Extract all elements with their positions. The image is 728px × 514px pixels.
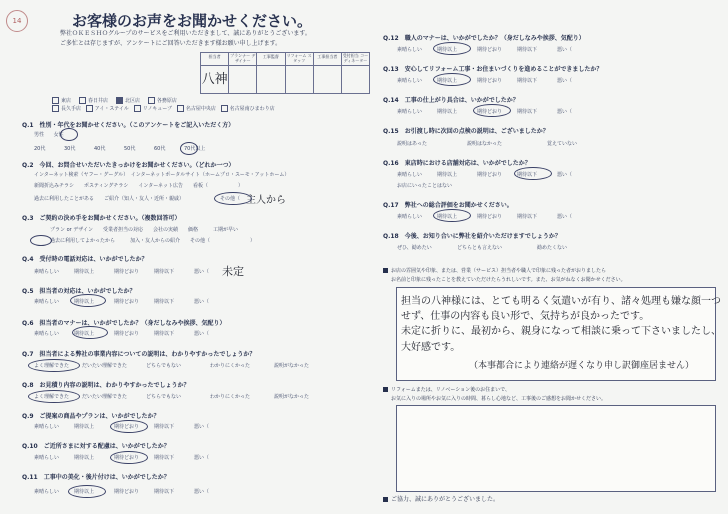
scale-option[interactable]: 悪い（ [557, 214, 573, 220]
scale-option[interactable]: 期待どおり [477, 214, 503, 220]
q11-label: Q.11 工事中の美化・後片付けは、いかがでしたか？ [22, 474, 170, 481]
selected-circle [60, 128, 78, 141]
age-option[interactable]: 50代 [124, 146, 136, 152]
comment2-label-2: お気に入りの場所やお気に入りの時間、暮らし心地など、工事後のご感想をお聞かせください。 [391, 396, 607, 402]
handwritten-q2-other: 主人から [246, 195, 286, 206]
selected-circle [180, 142, 198, 155]
understanding-option[interactable]: だいたい理解できた [82, 363, 128, 369]
scale-option[interactable]: 悪い（ [557, 109, 573, 115]
q3-option-line-1[interactable]: プラン or デザイン 受業者担当の対応 会社の実績 価格 工期が早い [50, 227, 238, 233]
scale-option[interactable]: 期待以上 [74, 455, 95, 461]
scale-option[interactable]: 期待以下 [154, 331, 175, 337]
q2-label: Q.2 今回、お問合せいただいたきっかけをお聞かせください。（どれか一つ） [22, 162, 235, 169]
scale-option[interactable]: 悪い（ [194, 299, 210, 305]
q6-label: Q.6 担当者のマナーは、いかがでしたか？（身だしなみや挨拶、気配り） [22, 320, 226, 327]
store-checkbox[interactable]: 長久手店 [52, 106, 81, 112]
comment1-line: （本事都合により連絡が遅くなり申し訳御座居ません） [469, 361, 695, 371]
staff-header: 担当者 [201, 53, 229, 65]
scale-option[interactable]: 悪い（ [194, 424, 210, 430]
selected-circle [110, 420, 148, 433]
scale-option[interactable]: 期待以下 [154, 455, 175, 461]
explain-option[interactable]: 説明はあった [397, 141, 427, 147]
store-checkbox[interactable]: アイ・ステイル [86, 106, 129, 112]
scale-option[interactable]: 悪い（ [557, 78, 573, 84]
comment1-label-2: お名前と印象に残ったことを教えていただけたらうれしいです。また、お気がねなくお聞かせください。 [391, 277, 626, 283]
q10-label: Q.10 ご近所さまに対する配慮は、いかがでしたか？ [22, 443, 170, 450]
q7-label: Q.7 担当者による弊社の事業内容についての説明は、わかりやすかったでしょうか？ [22, 351, 256, 358]
q12-label: Q.12 職人のマナーは、いかがでしたか？（身だしなみや挨拶、気配り） [383, 35, 585, 42]
scale-option[interactable]: 悪い（ [557, 47, 573, 53]
store-row-2 [52, 105, 275, 112]
bullet-icon [383, 268, 388, 273]
q18-options [397, 244, 567, 251]
selected-circle [68, 485, 106, 498]
page-number-badge [6, 10, 28, 32]
store-checkbox[interactable]: 名古屋南ひまわり店 [221, 106, 275, 112]
recommend-option[interactable]: ぜひ、勧めたい [397, 245, 432, 251]
explain-option[interactable]: 説明はなかった [467, 141, 503, 147]
scale-option[interactable]: 期待以上 [437, 109, 458, 115]
scale-option[interactable]: 悪い（ [194, 455, 210, 461]
recommend-option[interactable]: どちらとも言えない [457, 245, 503, 251]
scale-option[interactable]: 期待以下 [517, 47, 538, 53]
selected-circle [214, 192, 252, 205]
store-checkbox[interactable]: 名古屋中央店 [177, 106, 216, 112]
scale-option[interactable]: 期待以上 [437, 214, 458, 220]
scale-option[interactable]: 期待以上 [437, 47, 458, 53]
scale-option[interactable]: 悪い（ [557, 172, 573, 178]
scale-option[interactable]: 素晴らしい [397, 47, 423, 53]
q14-label: Q.14 工事の仕上がり具合は、いかがでしたか？ [383, 97, 519, 104]
scale-option[interactable]: 期待以下 [154, 424, 175, 430]
selected-circle [433, 73, 471, 86]
scale-option[interactable]: 素晴らしい [397, 78, 423, 84]
store-checkbox[interactable]: リノキューブ [134, 106, 172, 112]
scale-option[interactable]: 素晴らしい [397, 109, 423, 115]
store-checkbox[interactable]: 各務原店 [148, 98, 177, 104]
page-title: お客様のお声をお聞かせください。 [72, 12, 313, 30]
page-number: 14 [12, 17, 22, 25]
q11-scale [34, 488, 209, 495]
scale-option[interactable]: 期待以上 [74, 299, 95, 305]
understanding-option[interactable]: わかりにくかった [210, 363, 251, 369]
scale-option[interactable]: 悪い（ [194, 269, 210, 275]
q15-options [397, 140, 577, 147]
q17-scale [397, 213, 572, 220]
staff-cell [314, 66, 342, 93]
store-checkbox[interactable]: 北区店 [116, 98, 140, 104]
scale-option[interactable]: 期待以上 [74, 489, 95, 495]
scale-option[interactable]: 期待以上 [74, 331, 95, 337]
staff-header: リフォーム スタッフ [286, 53, 314, 65]
q6-scale [34, 330, 209, 337]
scale-option[interactable]: 素晴らしい [34, 455, 60, 461]
scale-option[interactable]: 期待以上 [74, 424, 95, 430]
recommend-option[interactable]: 勧めたくない [537, 245, 568, 251]
understanding-option[interactable]: 説明がなかった [274, 363, 310, 369]
selected-circle [110, 451, 148, 464]
comment2-label: リフォームまたは、リノベーション後のお住まいで、 [383, 387, 510, 394]
understanding-option[interactable]: 説明がなかった [274, 394, 310, 400]
q5-label: Q.5 担当者の対応は、いかがでしたか？ [22, 288, 136, 295]
gender-female[interactable]: 女性 [53, 132, 64, 138]
scale-option[interactable]: 期待以下 [154, 299, 175, 305]
scale-option[interactable]: 期待以下 [154, 489, 175, 495]
q3-option-line-2[interactable]: 過去に利用してよかったから 加入・友人からの紹介 その他（ ） [50, 238, 256, 244]
staff-cell [286, 66, 314, 93]
staff-header: プランナー デザイナー [230, 53, 256, 63]
q15-label: Q.15 お引渡し時に次回の点検の説明は、ございましたか？ [383, 128, 549, 135]
understanding-option[interactable]: どちらでもない [146, 363, 181, 369]
scale-option[interactable]: 期待どおり [114, 299, 140, 305]
scale-option[interactable]: 期待以上 [437, 78, 458, 84]
understanding-option[interactable]: よく理解できた [34, 394, 70, 400]
q16-never-visited[interactable]: お店にいったことはない [397, 183, 453, 189]
comment1-line: 担当の八神様には、とても明るく気遣いが有り、諸々処理も嫌な顔一つ [401, 296, 721, 307]
scale-option[interactable]: 期待どおり [114, 424, 140, 430]
scale-option[interactable]: 期待どおり [114, 269, 140, 275]
understanding-option[interactable]: だいたい理解できた [82, 394, 128, 400]
selected-circle [30, 235, 52, 246]
q2-other-label: その他（ [220, 196, 241, 202]
scale-option[interactable]: 素晴らしい [397, 214, 423, 220]
comment1-line: せず、仕事の内容も良い形で、気持ちが良かったです。 [401, 311, 650, 322]
q5-scale [34, 298, 209, 305]
selected-circle [433, 42, 471, 55]
comment2-box[interactable] [396, 405, 716, 492]
q16-label: Q.16 東店時における店舗対応は、いかがでしたか？ [383, 160, 531, 167]
explain-option[interactable]: 覚えていない [547, 141, 578, 147]
q1-label: Q.1 性別・年代をお聞かせください。（このアンケートをご記入いただく方） [22, 122, 235, 129]
bullet-icon [383, 497, 388, 502]
selected-circle [28, 390, 80, 403]
staff-header: 受付担当 コーディネーター [342, 53, 369, 63]
handwritten-staff-name: 八神 [201, 72, 228, 87]
scale-option[interactable]: 素晴らしい [34, 299, 60, 305]
selected-circle [433, 209, 471, 222]
staff-header: 工事担当者 [314, 53, 342, 65]
selected-circle [473, 104, 511, 117]
age-option[interactable]: 20代 [34, 146, 46, 152]
scale-option[interactable]: 期待以上 [74, 269, 95, 275]
scale-option[interactable]: 素晴らしい [34, 331, 60, 337]
scale-option[interactable]: 期待以下 [517, 172, 538, 178]
store-checkbox[interactable]: 春日井店 [79, 98, 108, 104]
q17-label: Q.17 弊社への総合評価をお聞かせください。 [383, 202, 513, 209]
scale-option[interactable]: 素晴らしい [34, 489, 60, 495]
bullet-icon [383, 387, 388, 392]
comment1-box[interactable] [396, 287, 721, 381]
store-checkbox[interactable]: 東店 [52, 98, 71, 104]
thank-you-footer: ご協力、誠にありがとうございました。 [383, 496, 499, 504]
scale-option[interactable]: 期待どおり [114, 455, 140, 461]
scale-option[interactable]: 素晴らしい [34, 424, 60, 430]
scale-option[interactable]: 期待どおり [477, 109, 503, 115]
q2-option-line-3[interactable]: 過去に利用したことがある ご紹介（知人・友人・近所・親戚） [34, 196, 185, 202]
staff-cell [257, 66, 285, 93]
age-option[interactable]: 40代 [94, 146, 106, 152]
staff-header: 工事監督 [257, 53, 285, 65]
selected-circle [72, 326, 108, 339]
scale-option[interactable]: 素晴らしい [34, 269, 60, 275]
scale-option[interactable]: 期待以上 [437, 172, 458, 178]
q2-option-line-2[interactable]: 新聞折込みチラシ ポスティングチラシ インターネット広告 看板（ ） [34, 183, 243, 189]
scale-option[interactable]: 期待以下 [517, 109, 538, 115]
comment1-line: 大好感です。 [401, 342, 461, 353]
age-option[interactable]: 60代 [154, 146, 166, 152]
intro-line-2: ご多忙とは存じますが、アンケートにご回答いただきます様お願い申し上げます。 [60, 40, 282, 47]
q12-scale [397, 46, 572, 53]
age-option[interactable]: 70代以上 [184, 146, 206, 152]
understanding-option[interactable]: どちらでもない [146, 394, 181, 400]
gender-male[interactable]: 男性 [34, 132, 45, 138]
scale-option[interactable]: 期待以下 [154, 269, 175, 275]
q3-label: Q.3 ご契約の決め手をお聞かせください。（複数回答可） [22, 215, 181, 222]
age-option[interactable]: 30代 [64, 146, 76, 152]
scale-option[interactable]: 期待どおり [114, 331, 140, 337]
scale-option[interactable]: 悪い（ [194, 489, 210, 495]
scale-option[interactable]: 期待どおり [114, 489, 140, 495]
scale-option[interactable]: 期待どおり [477, 172, 503, 178]
selected-circle [514, 167, 552, 180]
q2-option-line-1[interactable]: インターネット検索（ヤフー・グーグル） インターネットポータルサイト（ホームプロ・スーモ・アットホーム） [34, 172, 290, 178]
selected-circle [70, 294, 106, 307]
scale-option[interactable]: 素晴らしい [397, 172, 423, 178]
scale-option[interactable]: 期待どおり [477, 47, 503, 53]
q4-scale [34, 268, 209, 275]
comment1-label: お店の雰囲気や印象、または、営業（サービス）担当者や職人で印象に残った者がおりましたら [383, 268, 606, 275]
handwritten-q4-note: 未定 [222, 265, 244, 278]
selected-circle [28, 359, 80, 372]
staff-cell [229, 66, 257, 93]
store-row-1 [52, 97, 177, 104]
q18-label: Q.18 今後、お知り合いに弊社を紹介いただけますでしょうか？ [383, 233, 561, 240]
q8-label: Q.8 お見積り内容の説明は、わかりやすかったでしょうか？ [22, 382, 190, 389]
comment1-line: 未定に折りに、最初から、親身になって相談に乗って下さいましたし、 [401, 326, 721, 337]
scale-option[interactable]: 期待以下 [517, 78, 538, 84]
understanding-option[interactable]: わかりにくかった [210, 394, 251, 400]
scale-option[interactable]: 期待以下 [517, 214, 538, 220]
staff-table [200, 52, 370, 94]
q4-label: Q.4 受付時の電話対応は、いかがでしたか？ [22, 256, 148, 263]
scale-option[interactable]: 悪い（ [194, 331, 210, 337]
understanding-option[interactable]: よく理解できた [34, 363, 70, 369]
scale-option[interactable]: 期待どおり [477, 78, 503, 84]
q13-label: Q.13 安心してリフォーム工事・お住まいづくりを進めることができましたか？ [383, 66, 603, 73]
staff-cell [201, 66, 229, 93]
intro-line-1: 弊社ＯＫＥＳＨＯグループのサービスをご利用いただきまして、誠にありがとうございます。 [60, 30, 311, 37]
staff-cell [342, 66, 369, 93]
q13-scale [397, 77, 572, 84]
q9-label: Q.9 ご提案の商品やプランは、いかがでしたか？ [22, 413, 160, 420]
